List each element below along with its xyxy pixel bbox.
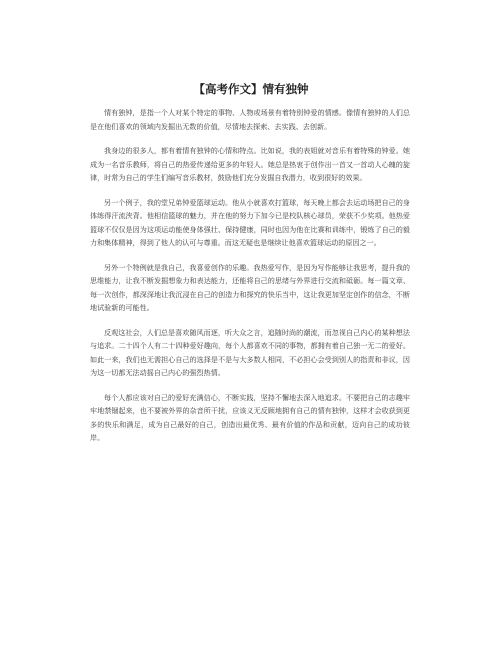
paragraph-self-writing: 另外一个特例就是我自己，我喜爱创作的乐趣。我热爱写作，是因为写作能够让我思考，提升我的思维能力，让我不断发掘想象力和表达能力，还能将自己的思绪与外界进行交流和砥砺。每一篇文章、每一次创作，都深深地让我沉浸在自己的创造力和探究的快乐当中，这让我更加坚定创作的信念，不断地试验新的可能性。 bbox=[90, 262, 410, 312]
article-body bbox=[90, 106, 410, 456]
document-title: 【高考作文】情有独钟 bbox=[193, 82, 309, 96]
paragraph-intro: 情有独钟，是指一个人对某个特定的事物、人物或场景有着特别钟爱的情感。像情有独钟的人们总是在他们喜欢的领域内发掘出无数的价值，尽情地去探索、去实践、去创新。 bbox=[90, 108, 410, 131]
paragraph-conclusion: 每个人都应该对自己的爱好充满信心，不断实践，坚持不懈地去深入地追求。不要把自己的志趣牢牢地禁锢起来，也不要被外界的杂音所干扰，应该义无反顾地拥有自己的情有独钟，这样才会收获到更多的快乐和满足，成为自己最好的自己，创造出最优秀、最有价值的作品和贡献，迈向自己的成功彼岸。 bbox=[90, 392, 410, 442]
paragraph-cousin-music: 我身边的很多人，都有着情有独钟的心情和特点。比如说，我的表姐就对音乐有着特殊的钟爱。她成为一名音乐教师，将自己的热爱传递给更多的年轻人。她总是热衷于创作出一首又一首动人心魄的旋律，时常为自己的学生们编写音乐教材，鼓励他们充分发掘自我潜力，收到很好的效果。 bbox=[90, 146, 410, 182]
paragraph-cousin-basketball: 另一个例子，我的堂兄弟钟爱篮球运动。他从小就喜欢打篮球，每天晚上都会去运动场把自己的身体练得汗流浃背。他相信篮球的魅力，并在他的努力下加今已是校队核心球员，荣获不少奖项。他热爱篮球不仅仅是因为这项运动能使身体强壮、保持健康，同时也因为他在比赛和训练中，锻炼了自己的毅力和集体精神，得到了他人的认可与尊重。而这无疑也是继续让他喜欢篮球运动的原因之一。 bbox=[90, 197, 410, 247]
paragraph-society: 反观这社会，人们总是喜欢随风而逐，听大众之言，追随时尚的潮流，而忽视自己内心的某种想法与追求。二十四个人有二十四种爱好趣向，每个人都喜欢不同的事物，都拥有着自己独一无二的爱好。如此一来，我们也无需担心自己的选择是不是与大多数人相同，不必担心会受到别人的指责和非议，因为这一切都无法动摇自己内心的强烈热情。 bbox=[90, 327, 410, 377]
